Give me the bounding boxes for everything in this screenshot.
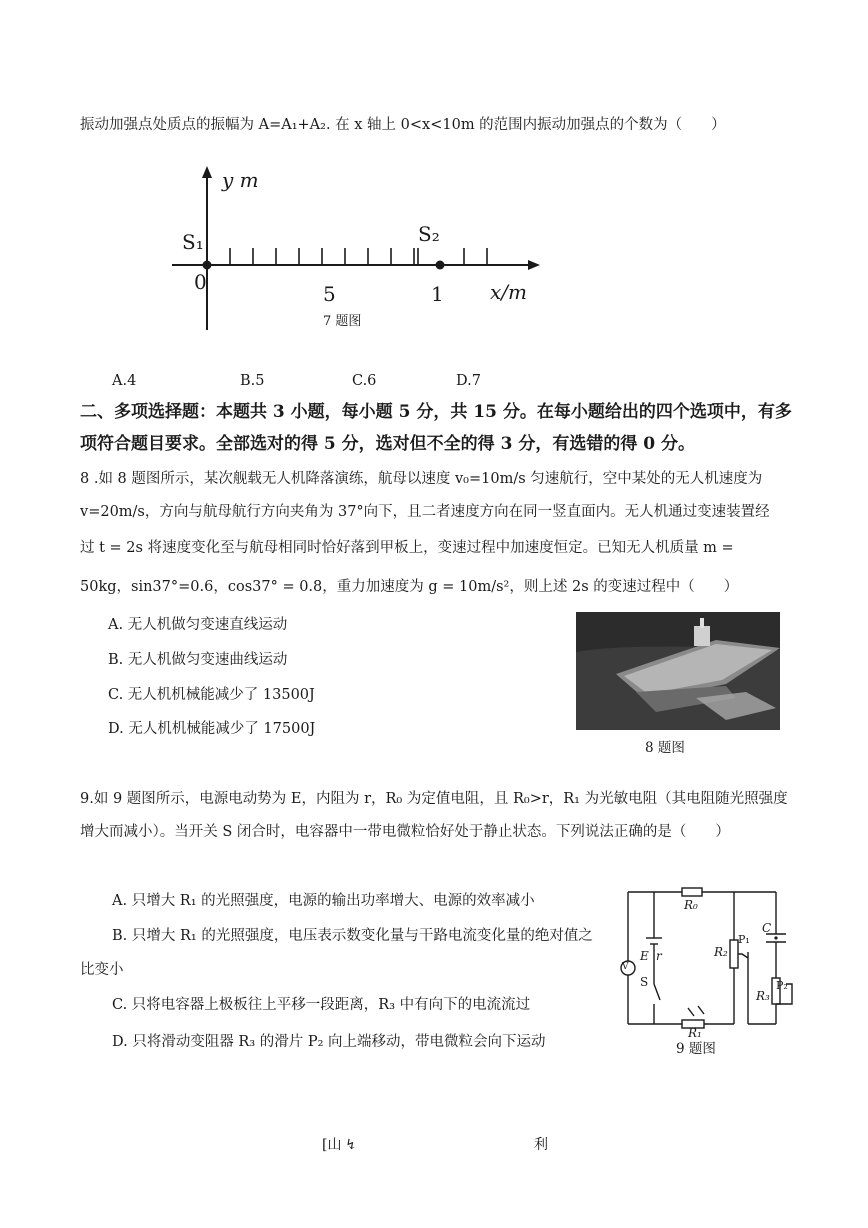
y-axis-label: y m [222, 168, 259, 192]
p1-label: P₁ [738, 933, 750, 946]
q8-line4: 50kg，sin37°=0.6，cos37° = 0.8，重力加速度为 g = 10m/s²，则上述 2s 的变速过程中（ ） [80, 579, 739, 595]
q7-option-b: B.5 [240, 373, 265, 389]
q8-option-d: D. 无人机机械能减少了 17500J [108, 721, 316, 737]
q8-line2: v=20m/s，方向与航母航行方向夹角为 37°向下，且二者速度方向在同一竖直面内。无人机通过变速装置经 [80, 504, 770, 520]
q8-option-a: A. 无人机做匀变速直线运动 [108, 617, 288, 633]
q7-figure [160, 160, 560, 340]
source-s2-dot [436, 261, 445, 270]
tick-label-10: 1 [431, 282, 444, 306]
aircraft-carrier-photo [576, 612, 780, 730]
r0-label: R₀ [684, 898, 698, 912]
section2-heading-line2: 项符合题目要求。全部选对的得 5 分，选对但不全的得 3 分，有选错的得 0 分。 [80, 434, 695, 454]
q8-option-c: C. 无人机机械能减少了 13500J [108, 687, 315, 703]
capacitor-label: C [762, 921, 772, 935]
q9-option-a: A. 只增大 R₁ 的光照强度，电源的输出功率增大、电源的效率减小 [112, 893, 535, 909]
q9-option-b-line1: B. 只增大 R₁ 的光照强度，电压表示数变化量与干路电流变化量的绝对值之 [112, 928, 593, 944]
x-axis-arrow [528, 260, 540, 270]
tick-label-5: 5 [323, 282, 336, 306]
tick-label-0: 0 [194, 270, 207, 294]
section2-heading-line1: 二、多项选择题：本题共 3 小题，每小题 5 分，共 15 分。在每小题给出的四个选项中，有多 [80, 402, 792, 422]
y-axis-arrow [202, 166, 212, 178]
footer-left: [山 [322, 1137, 342, 1153]
footer-right: 利 [534, 1137, 548, 1153]
q8-line1: 8 .如 8 题图所示，某次舰载无人机降落演练，航母以速度 v₀=10m/s 匀速航行，空中某处的无人机速度为 [80, 471, 763, 487]
p2-label: P₂ [776, 979, 788, 992]
q8-option-b: B. 无人机做匀变速曲线运动 [108, 652, 288, 668]
q7-option-c: C.6 [352, 373, 377, 389]
q9-caption: 9 题图 [676, 1041, 716, 1057]
voltmeter-label: V [622, 962, 629, 972]
q9-option-b-line2: 比变小 [80, 962, 124, 978]
q9-option-d: D. 只将滑动变阻器 R₃ 的滑片 P₂ 向上端移动，带电微粒会向下运动 [112, 1034, 546, 1050]
q7-option-a: A.4 [112, 373, 137, 389]
r1-label: R₁ [688, 1026, 702, 1040]
s2-label: S₂ [418, 222, 440, 246]
switch-label: S [640, 975, 649, 989]
q9-option-c: C. 只将电容器上极板往上平移一段距离，R₃ 中有向下的电流流过 [112, 997, 531, 1013]
q8-line3: 过 t = 2s 将速度变化至与航母相同时恰好落到甲板上，变速过程中加速度恒定。已知无人机质量 m = [80, 540, 734, 556]
q7-caption: 7 题图 [323, 314, 362, 329]
s1-label: S₁ [182, 230, 204, 254]
emf-label: E [640, 949, 649, 963]
r2-label: R₂ [714, 945, 728, 959]
internal-r-label: r [656, 949, 662, 963]
r3-label: R₃ [756, 989, 770, 1003]
q7-option-d: D.7 [456, 373, 481, 389]
q7-stem: 振动加强点处质点的振幅为 A=A₁+A₂. 在 x 轴上 0<x<10m 的范围内振动加强点的个数为（ ） [80, 117, 726, 133]
source-s1-dot [203, 261, 212, 270]
footer-mid: ↯ [345, 1137, 357, 1153]
x-axis-ticks [230, 248, 487, 265]
q9-line2: 增大而减小）。当开关 S 闭合时，电容器中一带电微粒恰好处于静止状态。下列说法正确的是（ ） [80, 824, 730, 840]
q8-caption: 8 题图 [645, 740, 685, 756]
q9-line1: 9.如 9 题图所示，电源电动势为 E，内阻为 r，R₀ 为定值电阻，且 R₀>r，R₁ 为光敏电阻（其电阻随光照强度 [80, 791, 788, 807]
x-axis-label: x/m [490, 280, 527, 304]
